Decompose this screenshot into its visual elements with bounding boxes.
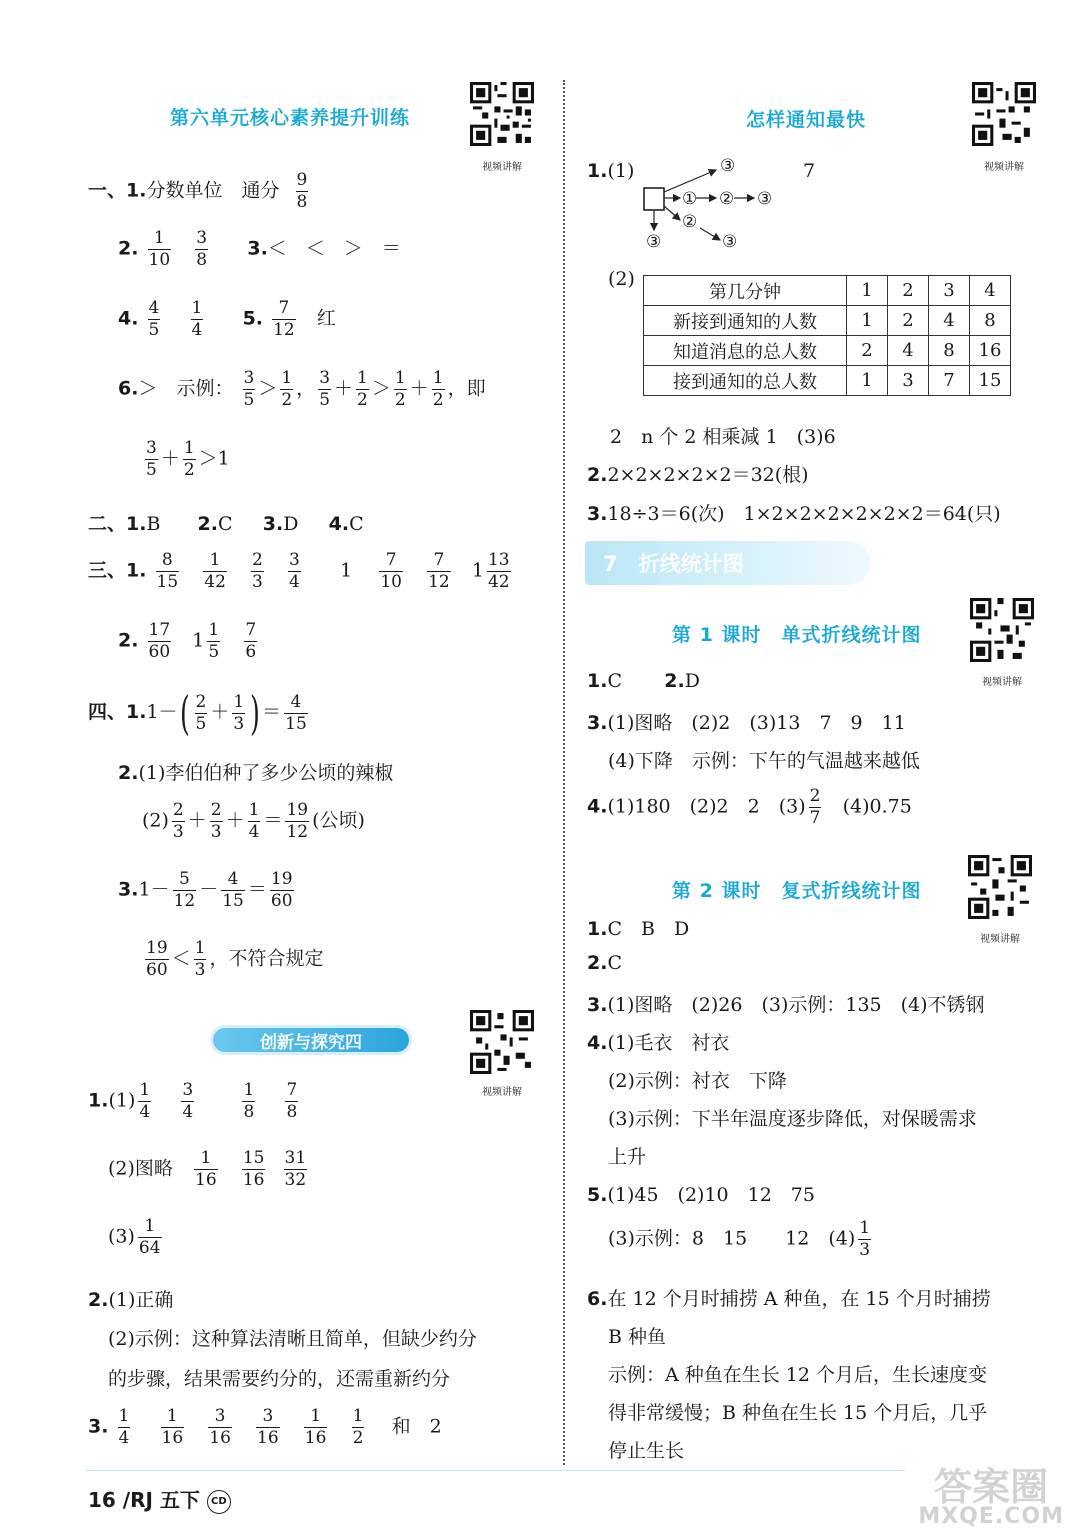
table-row: 第几分钟 1 2 3 4 [644,276,1011,306]
answer-line: (3) $\frac{1}{64}$ [108,1216,161,1258]
node-1: ① [682,189,698,209]
qr-caption: 视频讲解 [984,162,1024,173]
answer-line: 4.(1)180 (2)2 2 (3) $\frac{2}{7}$ (4)0.75 [587,786,912,828]
answer-line: 得非常缓慢；B 种鱼在生长 15 个月后，几乎 [608,1402,988,1424]
edition-badge: CD [207,1490,231,1514]
answer-line: 2. $\frac{17}{60}$ 1 $\frac{1}{5}$ $\frac{7}{6}$ [118,620,257,662]
node-3: ③ [646,232,662,252]
qr-caption: 视频讲解 [482,1087,522,1098]
table-row: 接到通知的总人数 1 3 7 15 [644,366,1011,396]
qr-code-icon[interactable] [970,598,1034,662]
answer-line: $\frac{19}{60}$ ＜ $\frac{1}{3}$ ，不符合规定 [146,938,324,980]
answer-line: 6.＞ 示例： $\frac{3}{5}$ ＞ $\frac{1}{2}$ ， $\frac{3}{5}$ ＋ $\frac{1}{2}$ ＞ $\frac{1}{2}$ ＋ $\frac{1}{2}$ ，即 [118,368,486,410]
answer-line: 2.C [587,952,622,974]
table-row: 新接到通知的人数 1 2 4 8 [644,306,1011,336]
answer-line: 3.1－ $\frac{5}{12}$ － $\frac{4}{15}$ ＝ $\frac{19}{60}$ [118,869,293,911]
section-title: 怎样通知最快 [746,109,867,131]
qr-caption: 视频讲解 [982,677,1022,688]
qr-caption: 视频讲解 [482,162,522,173]
node-3: ③ [757,189,773,209]
answer-line: 1.(1) $\frac{1}{4}$ $\frac{3}{4}$ $\frac{1}{8}$ $\frac{7}{8}$ [88,1080,298,1122]
answer-line: 6.在 12 个月时捕捞 A 种鱼，在 15 个月时捕捞 [587,1288,991,1310]
qr-code-icon[interactable] [470,1010,534,1074]
section-title: 第六单元核心素养提升训练 [170,107,411,129]
answer-line: (2)示例：这种算法清晰且简单，但缺少约分 [108,1328,477,1350]
fraction: $\frac{9}{8}$ [296,170,308,212]
footer-rule [85,1470,905,1471]
answer-line: 2 n 个 2 相乘减 1 (3)6 [610,426,836,448]
unit-banner: 7 折线统计图 [585,541,870,585]
answer-line: (2)示例：衬衣 下降 [608,1070,787,1092]
qr-code-icon[interactable] [968,855,1032,919]
answer-line: 1.C B D [587,918,690,940]
lesson-title: 第 2 课时 复式折线统计图 [672,880,922,902]
node-2: ② [682,212,698,232]
qr-code-icon[interactable] [972,82,1036,146]
answer-line: 三、1. $\frac{8}{15}$ $\frac{1}{42}$ $\frac{2}{3}$ $\frac{3}{4}$ 1 $\frac{7}{10}$ $\frac{7}{12}$ 1 $\frac{13}{42}$ [88,550,510,592]
lesson-title: 第 1 课时 单式折线统计图 [672,624,922,646]
qr-caption: 视频讲解 [980,934,1020,945]
answer-line: 4.(1)毛衣 衬衣 [587,1032,730,1054]
column-divider [563,80,565,1465]
node-2: ② [719,189,735,209]
answer-line: (3)示例：下半年温度逐步降低，对保暖需求 [608,1108,977,1130]
answer-line: 1.(1) [587,160,635,182]
answer-line: 1.C 2.D [587,670,700,692]
answer-line: 二、1.B 2.C 3.D 4.C [88,513,364,535]
answer-line: 2.(1)李伯伯种了多少公顷的辣椒 [118,762,394,784]
answer-line: 5.(1)45 (2)10 12 75 [587,1184,815,1206]
answer-line: 3.(1)图略 (2)26 (3)示例：135 (4)不锈钢 [587,994,985,1016]
node-3: ③ [720,156,736,176]
answer-line: 上升 [608,1146,647,1168]
answer-line: B 种鱼 [608,1326,667,1348]
answer-line: (2) $\frac{2}{3}$ ＋ $\frac{2}{3}$ ＋ $\frac{1}{4}$ ＝ $\frac{19}{12}$ (公顷) [142,800,365,842]
node-3: ③ [722,232,738,252]
table-row: 知道消息的总人数 2 4 8 16 [644,336,1011,366]
answer-line: $\frac{3}{5}$ ＋ $\frac{1}{2}$ ＞1 [146,438,230,480]
watermark: 答案圈 MXQE.COM [918,1465,1064,1529]
answer-line: 2.(1)正确 [88,1289,174,1311]
notification-table [643,275,1011,396]
answer-line: 3.18÷3＝6(次) 1×2×2×2×2×2×2＝64(只) [587,503,1001,525]
answer-line: (2)图略 $\frac{1}{16}$ $\frac{15}{16}$ $\frac{31}{32}$ [108,1148,307,1190]
answer-line: (2) [608,268,635,290]
answer-line: 一、1.分数单位 通分 $\frac{9}{8}$ [88,170,308,212]
answer-value: 7 [803,160,816,182]
innovation-title: 创新与探究四 [213,1028,409,1052]
answer-line: 停止生长 [608,1440,685,1462]
answer-line: 示例：A 种鱼在生长 12 个月后，生长速度变 [608,1364,988,1386]
answer-line: (4)下降 示例：下午的气温越来越低 [608,750,920,772]
answer-line: 4. $\frac{4}{5}$ $\frac{1}{4}$ 5. $\frac{7}{12}$ 红 [118,298,336,340]
answer-line: 2. $\frac{1}{10}$ $\frac{3}{8}$ 3.＜ ＜ ＞ ＝ [118,228,401,270]
source-box [644,188,664,210]
answer-line: 2.2×2×2×2×2＝32(根) [587,464,809,486]
page-number: 16 /RJ 五下 CD [88,1484,231,1514]
answer-line: (3)示例：8 15 12 (4) $\frac{1}{3}$ [608,1218,871,1260]
answer-line: 四、1.1－( $\frac{2}{5}$ ＋ $\frac{1}{3}$ ) ＝ $\frac{4}{15}$ [88,686,307,740]
answer-line: 3. $\frac{1}{4}$ $\frac{1}{16}$ $\frac{3}{16}$ $\frac{3}{16}$ $\frac{1}{16}$ $\frac{1}{2}$ 和 2 [88,1406,442,1448]
qr-code-icon[interactable] [470,82,534,146]
answer-line: 的步骤，结果需要约分的，还需重新约分 [108,1368,451,1390]
answer-line: 3.(1)图略 (2)2 (3)13 7 9 11 [587,712,906,734]
